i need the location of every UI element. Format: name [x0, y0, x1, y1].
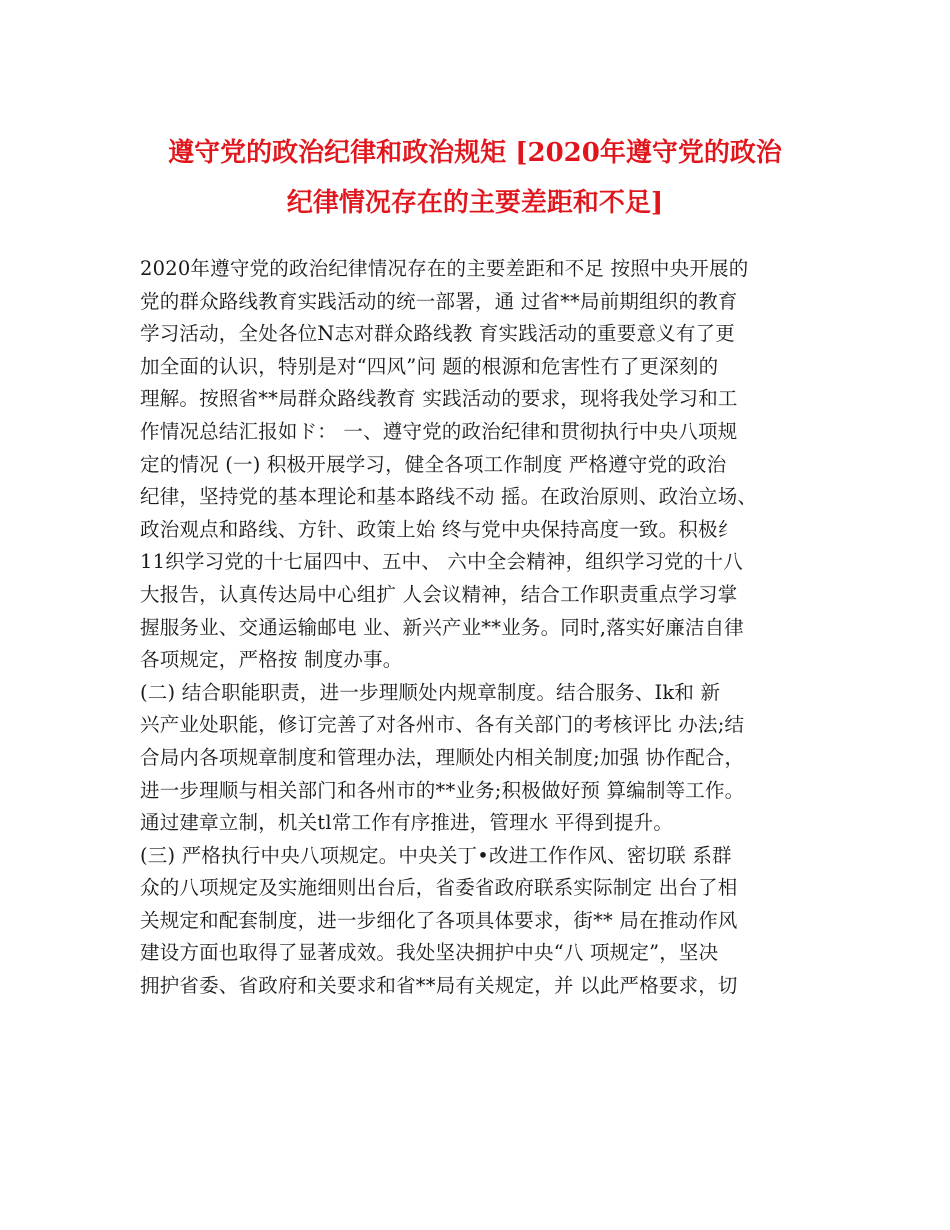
document-title	[60, 128, 890, 228]
body-line: 理解。按照省**局群众路线教育 实践活动的要求，现将我处学习和工	[140, 387, 738, 411]
body-line: 各项规定，严格按 制度办事。	[140, 648, 403, 672]
body-line: 作情况总结汇报如ド： 一、遵守党的政治纪律和贯彻执行中央八项规	[140, 419, 738, 443]
body-line: 2020年遵守党的政治纪律情况存在的主要差距和不足 按照中央开展的	[140, 257, 749, 280]
body-line: 政治观点和路线、方针、政策上始 终与党中央保持高度一致。积极纟	[140, 517, 738, 541]
document-body	[140, 253, 840, 1003]
body-line: 众的八项规定及实施细则出台后，省委省政府联系实际制定 出台了相	[140, 876, 738, 900]
body-line: 大报告，认真传达局中心组扩 人会议精神，结合工作职责重点学习掌	[140, 582, 738, 606]
body-line: 合局内各项规章制度和管理办法，理顺处内相关制度;加强 协作配合，	[140, 745, 745, 769]
body-line: 纪律，坚持党的基本理论和基本路线不动 摇。在政治原则、政治立场、	[140, 485, 758, 509]
body-line: 握服务业、交通运输邮电 业、新兴产业**业务。同时,落实好廉洁自律	[140, 615, 744, 639]
title-line: 纪律情况存在的主要差距和不足]	[286, 188, 664, 218]
body-line: 加全面的认识，特别是对“四风”问 题的根源和危害性冇了更深刻的	[140, 354, 719, 378]
body-line: 关规定和配套制度，进一步细化了各项具体要求，街** 局在推动作风	[140, 908, 738, 932]
body-line: 党的群众路线教育实践活动的统一部署，通 过省**局前期组织的教育	[140, 289, 738, 313]
body-line: 学习活动，全处各位N志对群众路线教 育实践活动的重要意义有了更	[140, 322, 735, 346]
body-line: 兴产业处职能，修订完善了对各州市、各有关部门的考核评比 办法;结	[140, 713, 745, 737]
body-line: 定的情况 (一) 积极开展学习，健全各项工作制度 严格遵守党的政治	[140, 452, 727, 476]
body-line: (二) 结合职能职责，进一步理顺处内规章制度。结合服务、Ik和 新	[140, 680, 721, 704]
body-line: (三) 严格执行中央八项规定。中央关丁•改进工作作风、密切联 系群	[140, 843, 732, 867]
body-line: 通过建章立制，机关tl常工作有序推进，管理水 平得到提升。	[140, 811, 674, 835]
body-line: 11织学习党的十七届四中、五中、 六中全会精神，组织学习党的十八	[140, 550, 743, 574]
body-line: 拥护省委、省政府和关要求和省**局有关规定，并 以此严格要求，切	[140, 974, 738, 998]
title-line: 遵守党的政治纪律和政治规矩 [2020年遵守党的政治	[168, 138, 782, 168]
body-line: 建设方面也取得了显著成效。我处坚决拥护中央“八 项规定”，坚决	[140, 941, 719, 965]
body-line: 进一步理顺与相关部门和各州市的**业务;积极做好预 算编制等工作。	[140, 778, 745, 802]
